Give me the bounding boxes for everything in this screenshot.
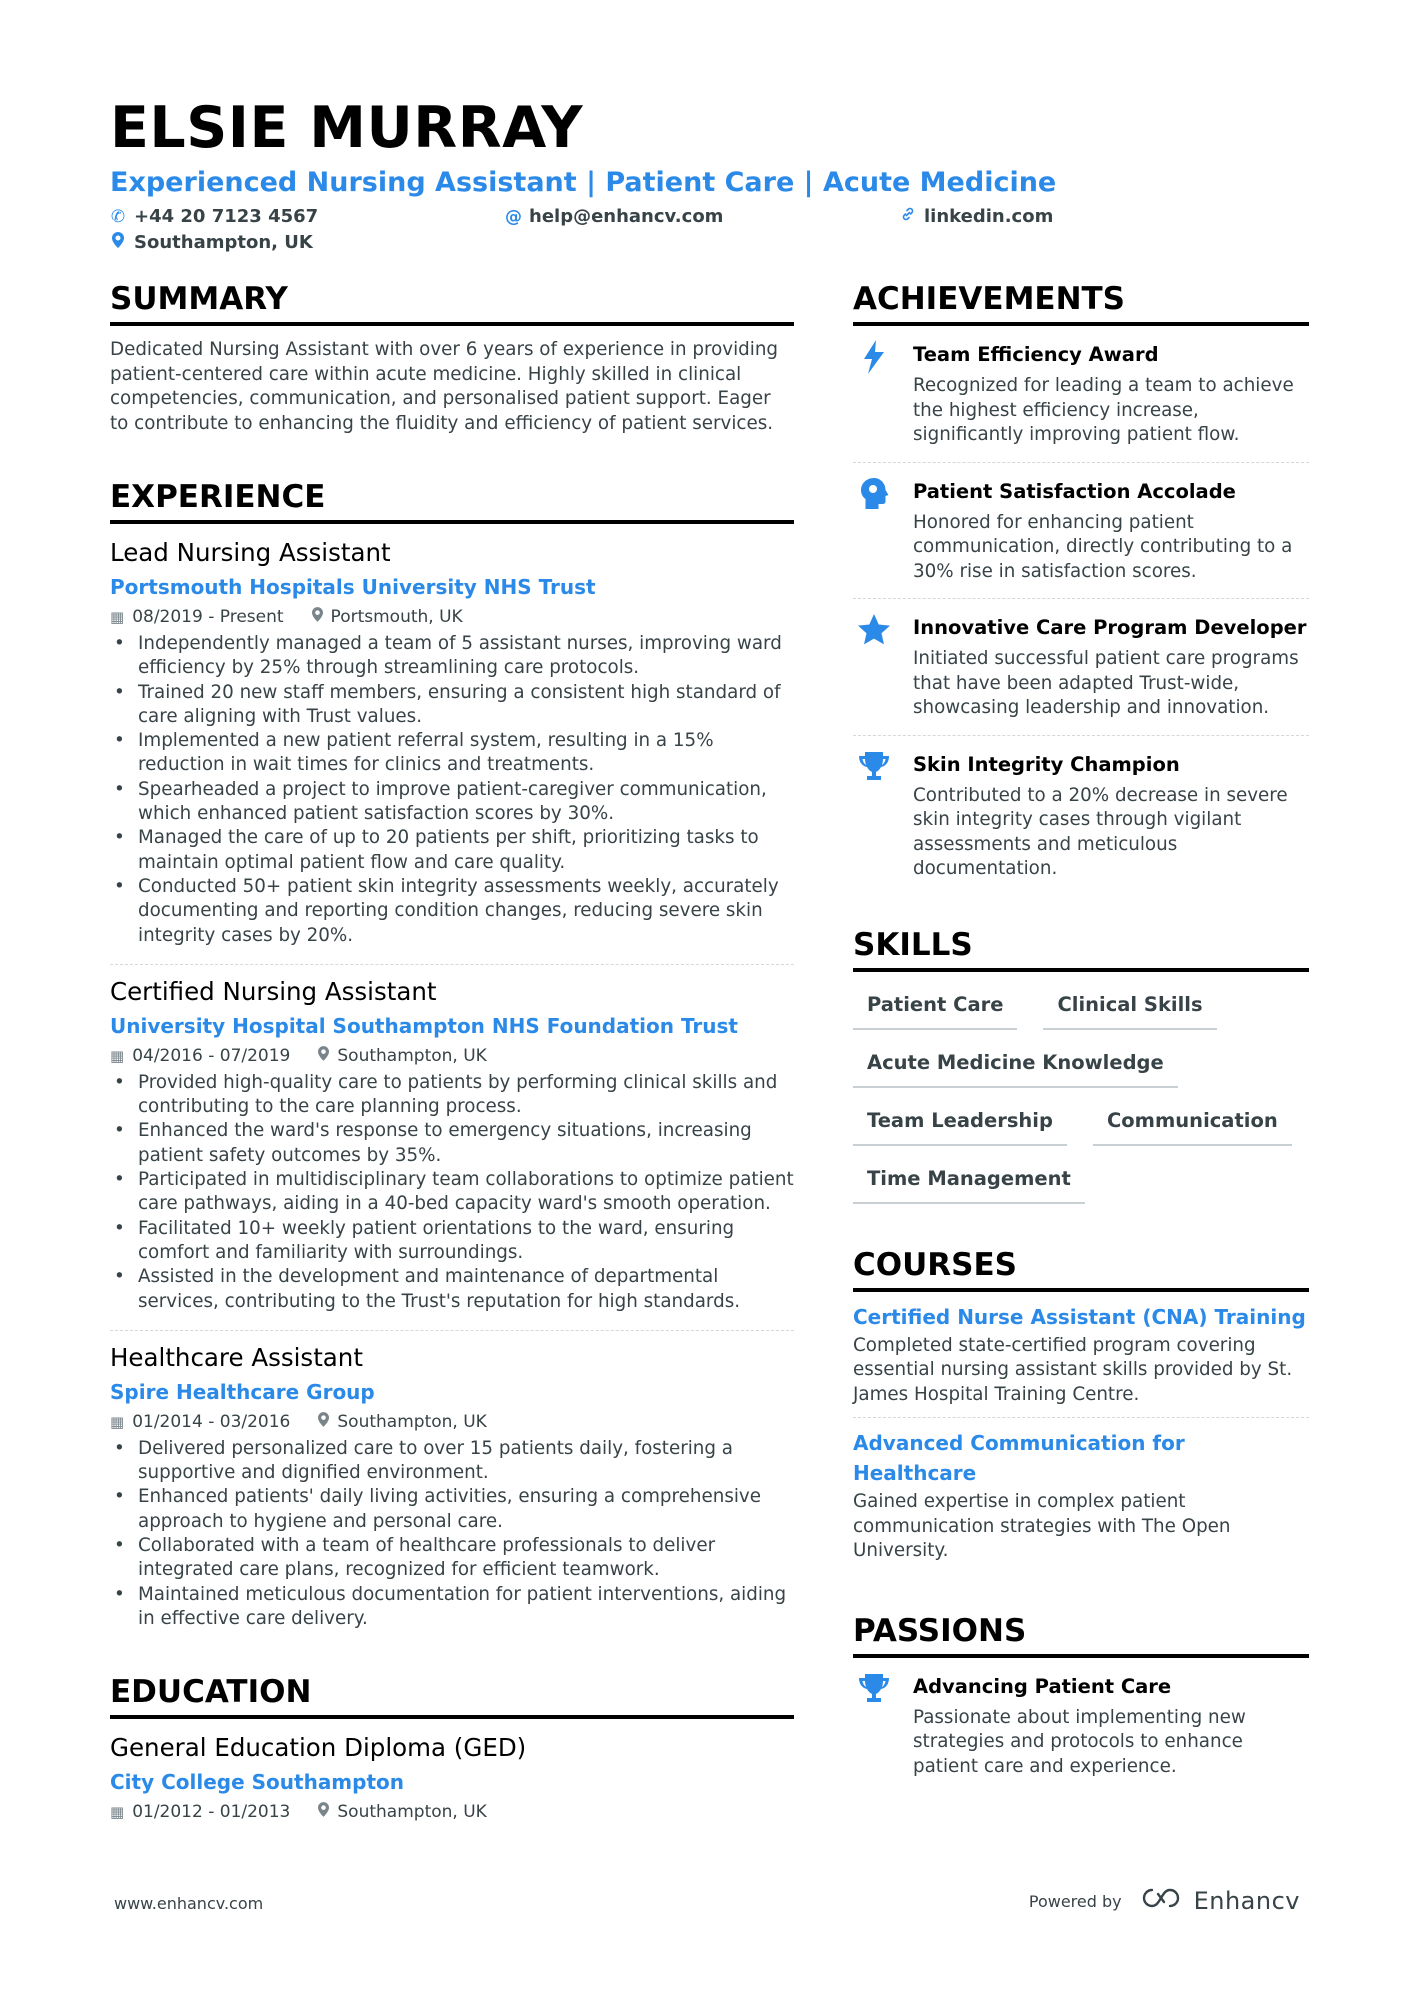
enhancv-logo-icon <box>1138 1886 1184 1916</box>
course-desc: Completed state-certified program covering essential nursing assistant skills provided by St. James Hospital Training Centre. <box>853 1334 1293 1405</box>
education-location: Southampton, UK <box>337 1802 487 1823</box>
passion-item <box>853 1658 1309 1794</box>
job-bullet: • Trained 20 new staff members, ensuring a consistent high standard of care aligning with Trust values. <box>110 681 794 730</box>
job-bullet: • Implemented a new patient referral system, resulting in a 15% reduction in wait times for clinics and treatments. <box>110 729 794 778</box>
achievement-item <box>853 463 1309 600</box>
course-item <box>853 1292 1309 1419</box>
star-icon <box>853 613 895 721</box>
location-pin-icon <box>312 604 323 630</box>
degree: General Education Diploma (GED) <box>110 1733 527 1763</box>
education-heading: EDUCATION <box>110 1671 794 1719</box>
course-title: Certified Nurse Assistant (CNA) Training <box>853 1304 1306 1329</box>
education-dates: 01/2012 - 01/2013 <box>132 1802 291 1823</box>
headline: Experienced Nursing Assistant | Patient Care | Acute Medicine <box>110 167 1057 198</box>
job-role: Healthcare Assistant <box>110 1342 363 1372</box>
contact-linkedin[interactable] <box>900 206 1053 227</box>
passions-heading: PASSIONS <box>853 1610 1309 1658</box>
job-company: Spire Healthcare Group <box>110 1379 375 1404</box>
job-bullet: • Enhanced the ward's response to emergency situations, increasing patient safety outcomes by 35%. <box>110 1119 794 1168</box>
job-bullet: • Enhanced patients' daily living activities, ensuring a comprehensive approach to hygiene and personal care. <box>110 1485 794 1534</box>
at-icon: @ <box>505 206 522 227</box>
contact-location <box>110 232 313 253</box>
phone-text: +44 20 7123 4567 <box>134 206 319 227</box>
candidate-name: ELSIE MURRAY <box>110 95 584 161</box>
achievement-title: Innovative Care Program Developer <box>913 616 1307 639</box>
location-pin-icon <box>318 1043 329 1069</box>
job-role: Certified Nursing Assistant <box>110 976 437 1006</box>
job-dates: 08/2019 - Present <box>132 607 284 627</box>
course-item <box>853 1418 1309 1574</box>
achievement-desc: Recognized for leading a team to achieve the highest efficiency increase, significantly improving patient flow. <box>913 375 1294 445</box>
job-location: Portsmouth, UK <box>330 607 463 627</box>
job-entry <box>110 964 794 1324</box>
achievement-title: Patient Satisfaction Accolade <box>913 479 1236 503</box>
job-bullet: • Spearheaded a project to improve patient-caregiver communication, which enhanced patient satisfaction scores by 30%. <box>110 778 794 827</box>
powered-by-text: Powered by <box>1028 1891 1122 1911</box>
education-entry <box>110 1731 794 1835</box>
school: City College Southampton <box>110 1770 405 1795</box>
lightning-icon <box>853 340 895 448</box>
trophy-icon <box>853 1672 895 1780</box>
contact-info <box>110 204 1310 262</box>
job-bullet: • Maintained meticulous documentation for patient interventions, aiding in effective care delivery. <box>110 1583 794 1632</box>
summary-heading: SUMMARY <box>110 278 794 326</box>
job-dates: 04/2016 - 07/2019 <box>132 1045 291 1066</box>
achievement-item <box>853 736 1309 896</box>
job-role: Lead Nursing Assistant <box>110 538 391 567</box>
skill-tag: Time Management <box>853 1162 1085 1204</box>
job-location: Southampton, UK <box>337 1045 487 1066</box>
education-meta <box>110 1799 794 1825</box>
trophy-icon <box>853 750 895 882</box>
skill-tag: Clinical Skills <box>1043 988 1216 1030</box>
location-pin-icon <box>318 1799 329 1825</box>
job-dates: 01/2014 - 03/2016 <box>132 1411 291 1432</box>
left-column <box>110 278 794 1875</box>
head-icon <box>853 477 895 585</box>
job-bullet: • Delivered personalized care to over 15 patients daily, fostering a supportive and dignified environment. <box>110 1437 794 1486</box>
education-section <box>110 1671 794 1835</box>
location-pin-icon <box>110 232 126 253</box>
job-meta <box>110 1409 794 1435</box>
job-bullet: • Facilitated 10+ weekly patient orientations to the ward, ensuring comfort and familiarity with surroundings. <box>110 1217 794 1266</box>
job-entry <box>110 536 794 958</box>
skill-tag: Patient Care <box>853 988 1017 1030</box>
linkedin-text: linkedin.com <box>924 206 1054 227</box>
skill-tag: Team Leadership <box>853 1104 1067 1146</box>
job-bullets <box>110 1437 794 1631</box>
job-company: University Hospital Southampton NHS Foundation Trust <box>110 1013 738 1038</box>
job-bullet: • Provided high-quality care to patients by performing clinical skills and contributing to the care planning process. <box>110 1071 794 1120</box>
summary-section <box>110 278 794 436</box>
passion-title: Advancing Patient Care <box>913 1674 1172 1698</box>
achievement-title: Skin Integrity Champion <box>913 752 1180 776</box>
job-bullet: • Collaborated with a team of healthcare professionals to deliver integrated care plans, recognized for efficient teamwork. <box>110 1534 794 1583</box>
link-icon <box>900 206 916 227</box>
job-bullet: • Participated in multidisciplinary team collaborations to optimize patient care pathways, aiding in a 40-bed capacity ward's smooth operation. <box>110 1168 794 1217</box>
email-text: help@enhancv.com <box>529 206 724 227</box>
brand-name: Enhancv <box>1193 1887 1300 1915</box>
location-text: Southampton, UK <box>134 232 313 253</box>
job-meta <box>110 604 794 630</box>
job-bullet: • Managed the care of up to 20 patients per shift, prioritizing tasks to maintain optimal patient flow and care quality. <box>110 826 794 875</box>
achievement-item <box>853 326 1309 463</box>
job-entry <box>110 1330 794 1641</box>
skills-heading: SKILLS <box>853 924 1309 972</box>
contact-phone[interactable] <box>110 206 318 227</box>
calendar-icon: ▦ <box>110 608 125 626</box>
achievements-section <box>853 278 1309 896</box>
resume-header <box>110 96 1310 262</box>
achievement-desc: Initiated successful patient care programs that have been adapted Trust-wide, showcasing leadership and innovation. <box>913 648 1299 718</box>
job-meta <box>110 1043 794 1069</box>
skills-list <box>853 988 1309 1208</box>
skill-tag: Communication <box>1093 1104 1292 1146</box>
footer-website[interactable]: www.enhancv.com <box>114 1894 264 1913</box>
achievement-title: Team Efficiency Award <box>913 343 1159 366</box>
job-bullet: • Conducted 50+ patient skin integrity assessments weekly, accurately documenting and reporting condition changes, reducing severe skin integrity cases by 20%. <box>110 875 794 948</box>
achievements-heading: ACHIEVEMENTS <box>853 278 1309 326</box>
job-location: Southampton, UK <box>337 1411 487 1432</box>
experience-section <box>110 476 794 1641</box>
job-bullet: • Assisted in the development and maintenance of departmental services, contributing to the Trust's reputation for high standards. <box>110 1265 794 1314</box>
phone-icon: ✆ <box>110 206 126 227</box>
achievement-desc: Honored for enhancing patient communication, directly contributing to a 30% rise in satisfaction scores. <box>913 511 1293 582</box>
calendar-icon: ▦ <box>110 1412 125 1431</box>
course-title: Advanced Communication for Healthcare <box>853 1431 1185 1485</box>
courses-heading: COURSES <box>853 1244 1309 1292</box>
right-column <box>853 278 1309 1833</box>
enhancv-logo[interactable] <box>1138 1886 1300 1916</box>
summary-text: Dedicated Nursing Assistant with over 6 years of experience in providing patient-centered care within acute medicine. Highly skilled in clinical competencies, communication, and personalised patient support. Eager to contribute to enhancing the fluidity and efficiency of patient services. <box>110 339 779 434</box>
calendar-icon: ▦ <box>110 1046 125 1065</box>
skill-tag: Acute Medicine Knowledge <box>853 1046 1178 1088</box>
job-company: Portsmouth Hospitals University NHS Trust <box>110 575 596 599</box>
achievement-item <box>853 599 1309 736</box>
job-bullets <box>110 632 794 948</box>
calendar-icon: ▦ <box>110 1803 125 1822</box>
course-desc: Gained expertise in complex patient communication strategies with The Open University. <box>853 1491 1231 1561</box>
footer-branding <box>1029 1886 1300 1916</box>
job-bullet: • Independently managed a team of 5 assistant nurses, improving ward efficiency by 25% through streamlining care protocols. <box>110 632 794 681</box>
contact-email[interactable] <box>505 206 723 227</box>
achievement-desc: Contributed to a 20% decrease in severe skin integrity cases through vigilant assessments and meticulous documentation. <box>913 784 1288 879</box>
courses-section <box>853 1244 1309 1574</box>
passions-section <box>853 1610 1309 1794</box>
location-pin-icon <box>318 1409 329 1435</box>
skills-section <box>853 924 1309 1208</box>
passion-desc: Passionate about implementing new strategies and protocols to enhance patient care and experience. <box>913 1706 1246 1777</box>
job-bullets <box>110 1071 794 1314</box>
experience-heading: EXPERIENCE <box>110 476 794 524</box>
